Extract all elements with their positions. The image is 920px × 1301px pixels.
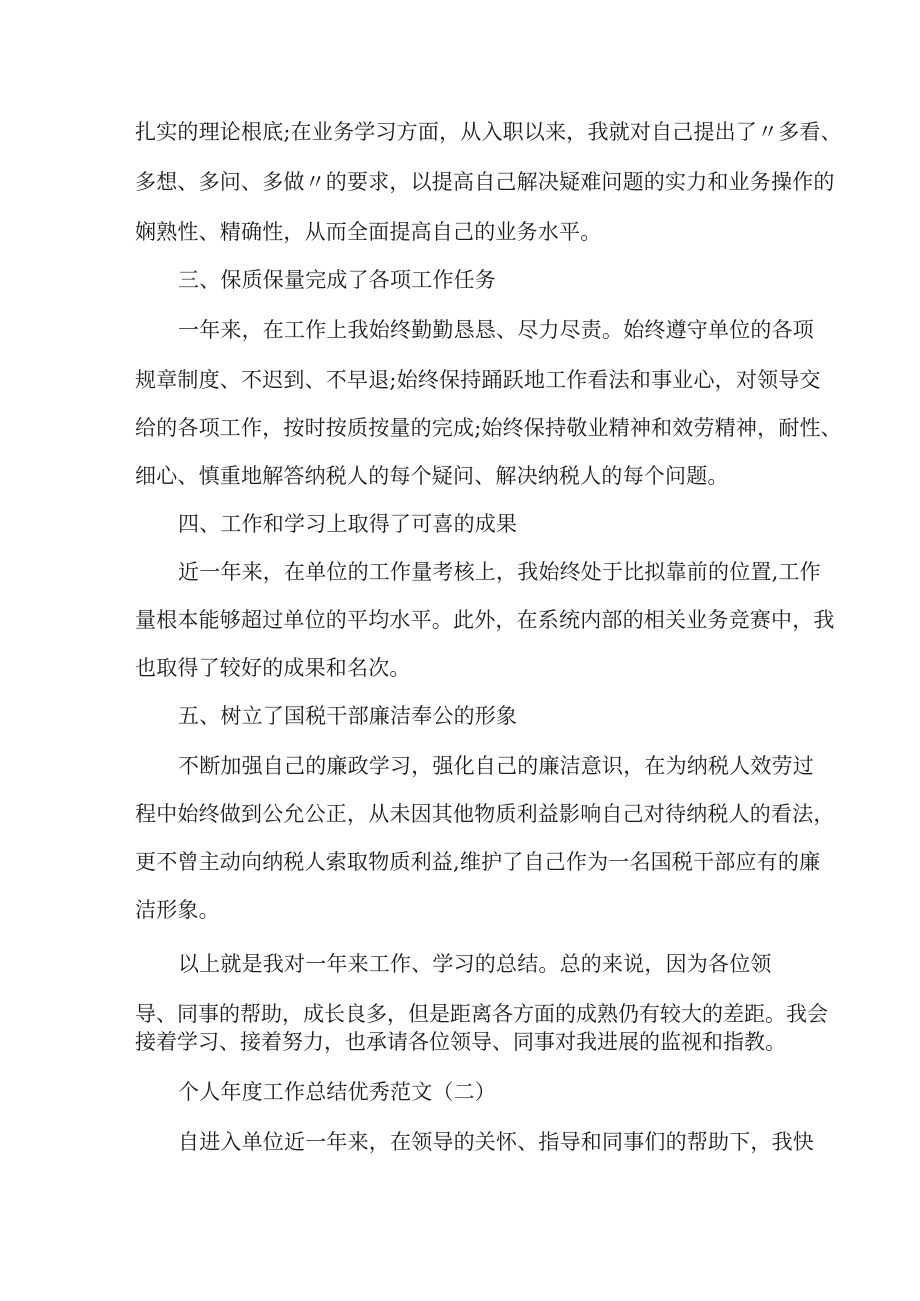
- section-heading: 四、工作和学习上取得了可喜的成果: [178, 512, 518, 536]
- paragraph-line: 细心、慎重地解答纳税人的每个疑问、解决纳税人的每个问题。: [135, 464, 729, 488]
- paragraph-line: 洁形象。: [135, 898, 220, 922]
- paragraph-line: 程中始终做到公允公正，从未因其他物质利益影响自己对待纳税人的看法，: [135, 802, 835, 826]
- paragraph-line: 自进入单位近一年来，在领导的关怀、指导和同事们的帮助下，我快: [178, 1130, 814, 1154]
- paragraph-line: 以上就是我对一年来工作、学习的总结。总的来说，因为各位领: [178, 952, 772, 976]
- paragraph-line: 娴熟性、精确性，从而全面提高自己的业务水平。: [135, 220, 602, 244]
- paragraph-line: 也取得了较好的成果和名次。: [135, 656, 411, 680]
- section-heading: 五、树立了国税干部廉洁奉公的形象: [178, 704, 518, 728]
- paragraph-line: 规章制度、不迟到、不早退;始终保持踊跃地工作看法和事业心，对领导交: [135, 368, 821, 392]
- paragraph-line: 导、同事的帮助，成长良多，但是距离各方面的成熟仍有较大的差距。我会: [135, 1002, 828, 1026]
- paragraph-line: 更不曾主动向纳税人索取物质利益,维护了自己作为一名国税干部应有的廉: [135, 850, 821, 874]
- paragraph-line: 量根本能够超过单位的平均水平。此外，在系统内部的相关业务竞赛中，我: [135, 608, 835, 632]
- paragraph-line: 扎实的理论根底;在业务学习方面，从入职以来，我就对自己提出了〃多看、: [135, 120, 842, 144]
- section-title: 个人年度工作总结优秀范文（二）: [178, 1080, 496, 1104]
- paragraph-line: 不断加强自己的廉政学习，强化自己的廉洁意识，在为纳税人效劳过: [178, 754, 814, 778]
- paragraph-line: 多想、多问、多做〃的要求，以提高自己解决疑难问题的实力和业务操作的: [135, 170, 835, 194]
- paragraph-line: 接着学习、接着努力，也承请各位领导、同事对我进展的监视和指教。: [135, 1030, 786, 1054]
- paragraph-line: 近一年来，在单位的工作量考核上，我始终处于比拟靠前的位置,工作: [178, 560, 821, 584]
- paragraph-line: 一年来，在工作上我始终勤勤恳恳、尽力尽责。始终遵守单位的各项: [178, 318, 814, 342]
- section-heading: 三、保质保量完成了各项工作任务: [178, 268, 496, 292]
- paragraph-line: 给的各项工作，按时按质按量的完成;始终保持敬业精神和效劳精神，耐性、: [135, 416, 842, 440]
